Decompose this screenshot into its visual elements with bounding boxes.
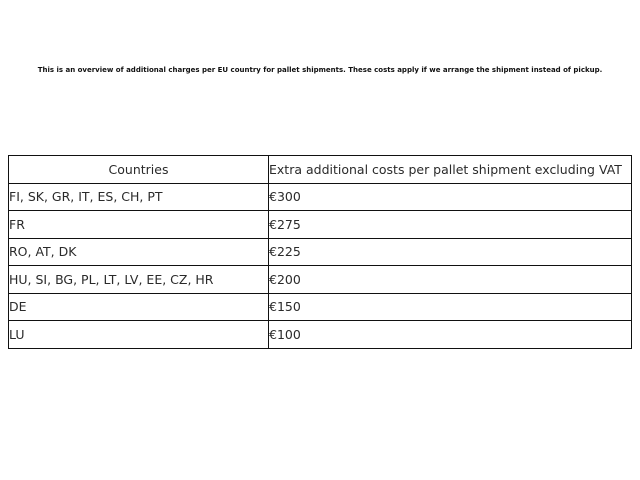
charges-table: [8, 155, 632, 349]
table-row: [9, 293, 632, 321]
countries-cell: DE: [9, 293, 269, 321]
cost-column-header: Extra additional costs per pallet shipment excluding VAT: [269, 156, 632, 184]
countries-column-header: Countries: [9, 156, 269, 184]
countries-cell: FI, SK, GR, IT, ES, CH, PT: [9, 183, 269, 211]
table-header-row: [9, 156, 632, 184]
table-row: [9, 183, 632, 211]
cost-cell: €300: [269, 183, 632, 211]
table-row: [9, 211, 632, 239]
cost-cell: €200: [269, 266, 632, 294]
cost-cell: €100: [269, 321, 632, 349]
figure-caption: This is an overview of additional charges per EU country for pallet shipments. These costs apply if we arrange the shipment instead of pickup.: [37, 66, 603, 74]
countries-cell: RO, AT, DK: [9, 238, 269, 266]
cost-cell: €225: [269, 238, 632, 266]
table-row: [9, 321, 632, 349]
countries-cell: FR: [9, 211, 269, 239]
cost-cell: €150: [269, 293, 632, 321]
cost-cell: €275: [269, 211, 632, 239]
table-row: [9, 266, 632, 294]
countries-cell: HU, SI, BG, PL, LT, LV, EE, CZ, HR: [9, 266, 269, 294]
countries-cell: LU: [9, 321, 269, 349]
table-row: [9, 238, 632, 266]
